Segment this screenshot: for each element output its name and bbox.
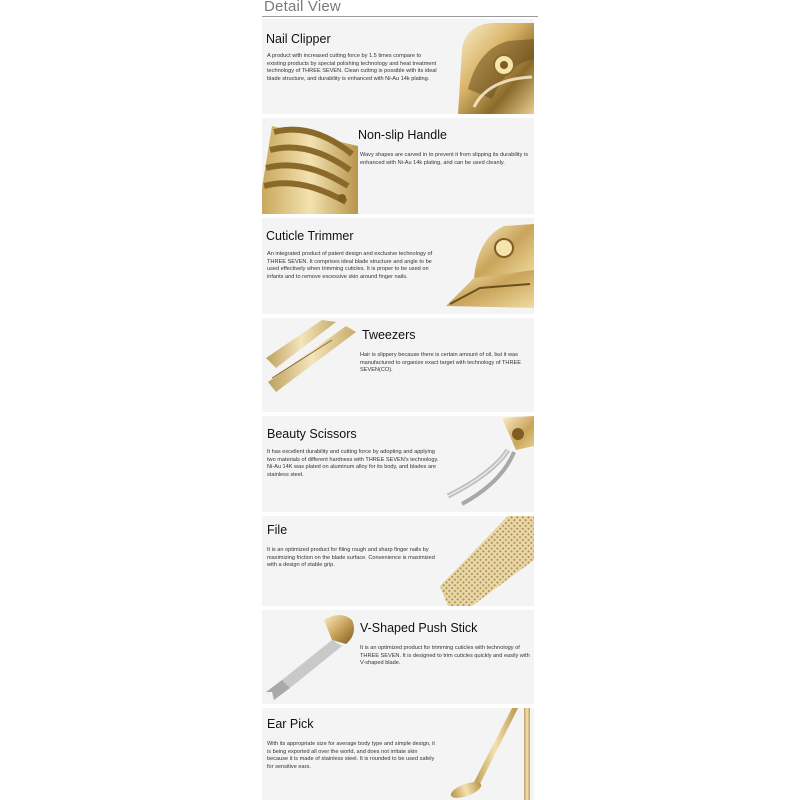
nail-file-photo-icon — [438, 516, 534, 606]
section-file — [262, 516, 534, 606]
section-title: Nail Clipper — [266, 32, 331, 46]
nail-clipper-photo-icon — [448, 19, 534, 114]
page-title: Detail View — [264, 0, 341, 15]
section-nail-clipper — [262, 19, 534, 114]
v-shaped-push-stick-photo-icon — [262, 610, 358, 704]
ear-pick-photo-icon — [442, 708, 534, 800]
section-title: Beauty Scissors — [267, 427, 357, 441]
section-beauty-scissors — [262, 416, 534, 512]
tweezers-photo-icon — [262, 318, 358, 412]
section-tweezers — [262, 318, 534, 412]
section-title: V-Shaped Push Stick — [360, 621, 478, 635]
section-description: Hair is slippery because there is certain amount of oil, but it was manufactured to organize exact target with technology of THREE SEVEN(CO). — [360, 352, 521, 374]
section-title: Non-slip Handle — [358, 128, 447, 142]
section-description: An integrated product of patent design and exclusive technology of THREE SEVEN. It comprises ideal blade structure and angle to be used effectively when trimming cuticles. It is proper to be used on infants and to remove excessive skin around finger nails. — [267, 251, 433, 280]
section-description: It is an optimized product for filing rough and sharp finger nails by maximizing friction on the blade surface. Convenience is maximized with a design of stable grip. — [267, 547, 435, 569]
non-slip-handle-photo-icon — [262, 118, 358, 214]
section-title: Ear Pick — [267, 717, 314, 731]
detail-view-header — [262, 0, 538, 18]
section-title: Tweezers — [362, 328, 416, 342]
section-ear-pick — [262, 708, 534, 800]
header-divider — [262, 16, 538, 17]
section-description: It is an optimized product for trimming cuticles with technology of THREE SEVEN. It is designed to trim cuticles quickly and easily with V-shaped blade. — [360, 645, 530, 667]
section-description: A product with increased cutting force by 1.5 times compare to existing products by special polishing technology and heat treatment technology of THREE SEVEN. Clean cutting is possible with its ideal blade structure, and durability is enhanced with Ni-Au 14k plating. — [267, 53, 437, 82]
section-title: Cuticle Trimmer — [266, 229, 354, 243]
section-non-slip-handle — [262, 118, 534, 214]
section-description: Wavy shapes are carved in to prevent it from slipping its durability is enhanced with Ni-Au 14k plating, and can be used cleanly. — [360, 152, 528, 166]
section-title: File — [267, 523, 288, 537]
section-description: It has excellent durability and cutting force by adopting and applying two materials of different hardness with THREE SEVEN's technology. Ni-Au 14K was plated on aluminum alloy for its body, and blades are stainless steel. — [267, 449, 439, 478]
section-v-shaped-push-stick — [262, 610, 534, 704]
section-description: With its appropriate size for average body type and simple design, it is being exported all over the world, and does not irritate skin because it is made of stainless steel. It is rounded to be used safely for sensitive ears. — [267, 741, 435, 770]
cuticle-trimmer-photo-icon — [444, 218, 534, 314]
beauty-scissors-photo-icon — [442, 416, 534, 512]
detail-view-page — [262, 0, 538, 800]
section-cuticle-trimmer — [262, 218, 534, 314]
